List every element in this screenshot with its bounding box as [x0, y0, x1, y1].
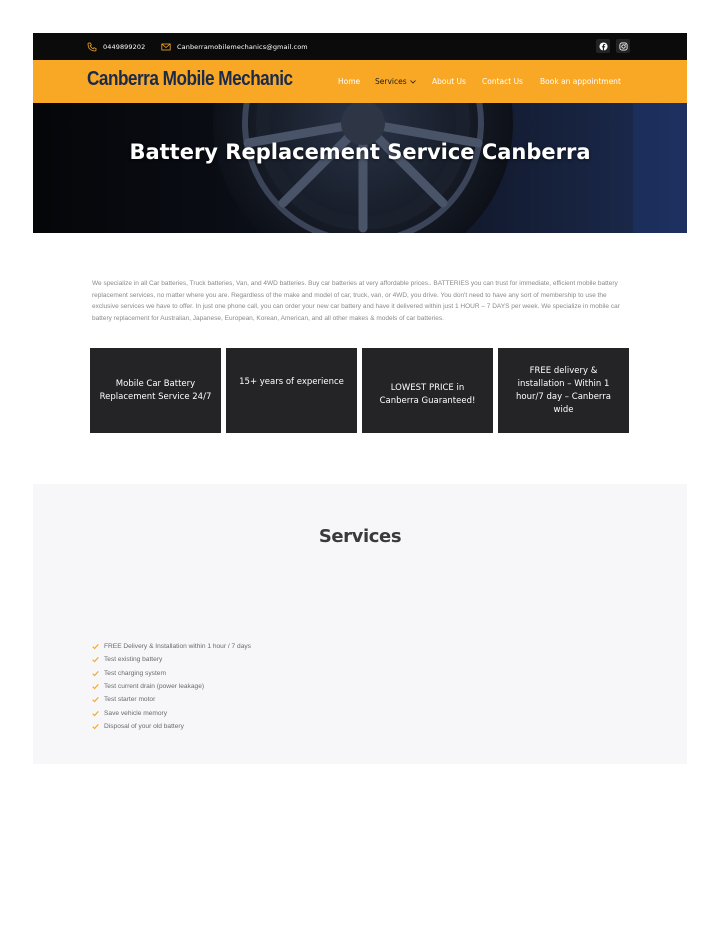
feature-box-experience [226, 348, 357, 433]
nav-item-contact[interactable] [482, 60, 523, 103]
service-item-label: Test starter motor [104, 696, 156, 704]
nav-item-book[interactable] [540, 60, 621, 103]
service-item-label: Save vehicle memory [104, 709, 168, 717]
nav-book-link[interactable]: Book an appointment [540, 77, 621, 86]
envelope-icon [161, 42, 171, 52]
feature-label: FREE delivery & installation – Within 1 hour/7 day – Canberra wide [516, 365, 611, 415]
check-icon [92, 723, 99, 730]
feature-label: Mobile Car Battery Replacement Service 24/7 [99, 378, 212, 402]
hero-banner [33, 103, 687, 233]
service-item-label: Disposal of your old battery [104, 722, 184, 730]
check-icon [92, 670, 99, 677]
check-icon [92, 643, 99, 650]
top-bar [33, 33, 687, 60]
service-item-label: FREE Delivery & Installation within 1 hour / 7 days [104, 643, 251, 651]
instagram-icon [619, 42, 628, 51]
feature-label: LOWEST PRICE in Canberra Guaranteed! [379, 382, 476, 406]
feature-box-24-7 [90, 348, 221, 433]
site-logo[interactable]: Canberra Mobile Mechanic [87, 68, 293, 90]
page [33, 33, 687, 233]
check-icon [92, 696, 99, 703]
chevron-down-icon [410, 80, 416, 84]
phone-number: 0449899202 [103, 42, 146, 51]
list-item [92, 706, 251, 719]
list-item [92, 640, 251, 653]
service-item-label: Test charging system [104, 669, 166, 677]
facebook-icon [599, 42, 608, 51]
intro-paragraph: We specialize in all Car batteries, Truck batteries, Van, and 4WD batteries. Buy car batteries at very affordable prices.. BATTERIES you can trust for immediate, efficient mobile battery replacement services, no matter where you are. Regardless of the make and model of car, truck, van, or 4WD, you drive. You don't need to have any sort of membership to use the exclusive services we have to offer. In just one phone call, you can order your new car battery and have it delivered within just 1 HOUR – 7 DAYS per week. We specialize in mobile car battery replacement for Australian, Japanese, European, Korean, American, and all other makes & models of car batteries. [92, 280, 620, 322]
service-item-label: Test existing battery [104, 656, 163, 664]
nav-item-about[interactable] [432, 60, 466, 103]
check-icon [92, 656, 99, 663]
feature-label: 15+ years of experience [239, 377, 344, 387]
services-heading: Services [318, 526, 402, 547]
nav-home-link[interactable]: Home [338, 77, 361, 86]
check-icon [92, 683, 99, 690]
nav-contact-link[interactable]: Contact Us [482, 77, 523, 86]
list-item [92, 693, 251, 706]
email-link[interactable] [161, 33, 308, 60]
facebook-link[interactable] [596, 39, 610, 53]
phone-icon [87, 42, 97, 52]
main-navbar [33, 60, 687, 103]
email-address: Canberramobilemechanics@gmail.com [177, 42, 308, 51]
list-item [92, 653, 251, 666]
services-list [92, 640, 251, 733]
nav-item-home[interactable] [338, 60, 360, 103]
feature-box-lowest-price [362, 348, 493, 433]
instagram-link[interactable] [616, 39, 630, 53]
hero-title: Battery Replacement Service Canberra [129, 140, 591, 164]
list-item [92, 667, 251, 680]
list-item [92, 680, 251, 693]
services-section [33, 484, 687, 764]
feature-box-free-delivery [498, 348, 629, 433]
list-item [92, 720, 251, 733]
hero-wheel-image [33, 103, 687, 233]
service-item-label: Test current drain (power leakage) [104, 683, 205, 691]
nav-item-services[interactable] [375, 60, 416, 103]
phone-link[interactable] [87, 33, 145, 60]
nav-about-link[interactable]: About Us [432, 77, 466, 86]
check-icon [92, 710, 99, 717]
nav-services-link[interactable]: Services [375, 77, 407, 86]
